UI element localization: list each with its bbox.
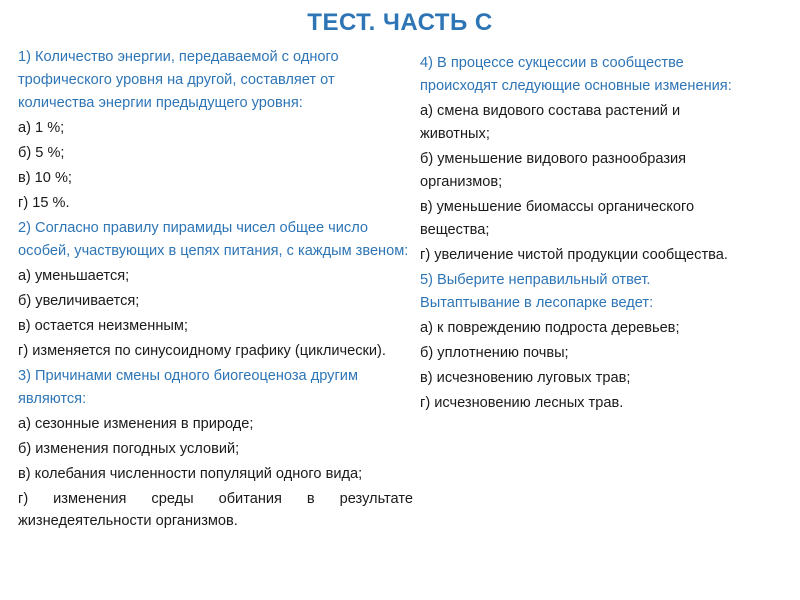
question-4-answer-b: б) уменьшение видового разнообразия организмов; <box>420 151 687 190</box>
question-5-answer-c: в) исчезновению луговых трав; <box>420 370 631 386</box>
slide-title: ТЕСТ. ЧАСТЬ С <box>307 9 493 36</box>
question-5-answer-b: б) уплотнению почвы; <box>420 345 569 361</box>
question-1-text: 1) Количество энергии, передаваемой с одного трофического уровня на другой, составляет от количества энергии предыдущего уровня: <box>18 49 339 111</box>
question-2-answer-a: а) уменьшается; <box>18 268 130 284</box>
question-3 <box>18 365 413 532</box>
question-1-answer-b: б) 5 %; <box>18 145 65 161</box>
question-5-answer-a: а) к повреждению подроста деревьев; <box>420 320 680 336</box>
question-2-answer-d: г) изменяется по синусоидному графику (циклически). <box>18 343 386 359</box>
question-3-answer-a: а) сезонные изменения в природе; <box>18 416 254 432</box>
question-4-answer-a: а) смена видового состава растений и животных; <box>420 103 681 142</box>
question-3-text: 3) Причинами смены одного биогеоценоза другим являются: <box>18 368 358 407</box>
question-3-answer-c: в) колебания численности популяций одного вида; <box>18 466 363 482</box>
right-column <box>420 52 750 417</box>
question-1 <box>18 46 413 215</box>
question-4-answer-c: в) уменьшение биомассы органического вещества; <box>420 199 695 238</box>
question-1-answer-c: в) 10 %; <box>18 170 72 186</box>
question-3-answer-b: б) изменения погодных условий; <box>18 441 240 457</box>
question-2-answer-b: б) увеличивается; <box>18 293 140 309</box>
question-5-text: 5) Выберите неправильный ответ. Вытаптывание в лесопарке ведет: <box>420 272 654 311</box>
question-2-answer-c: в) остается неизменным; <box>18 318 188 334</box>
question-2 <box>18 217 413 363</box>
question-1-answer-d: г) 15 %. <box>18 195 70 211</box>
question-4 <box>420 52 750 267</box>
question-2-text: 2) Согласно правилу пирамиды чисел общее число особей, участвующих в цепях питания, с каждым звеном: <box>18 220 409 259</box>
question-3-answer-d: г) изменения среды обитания в результате жизнедеятельности организмов. <box>18 491 413 529</box>
left-column <box>18 46 413 534</box>
question-4-text: 4) В процессе сукцессии в сообществе происходят следующие основные изменения: <box>420 55 732 94</box>
question-4-answer-d: г) увеличение чистой продукции сообщества. <box>420 247 728 263</box>
question-5 <box>420 269 750 415</box>
question-5-answer-d: г) исчезновению лесных трав. <box>420 395 624 411</box>
question-1-answer-a: а) 1 %; <box>18 120 65 136</box>
